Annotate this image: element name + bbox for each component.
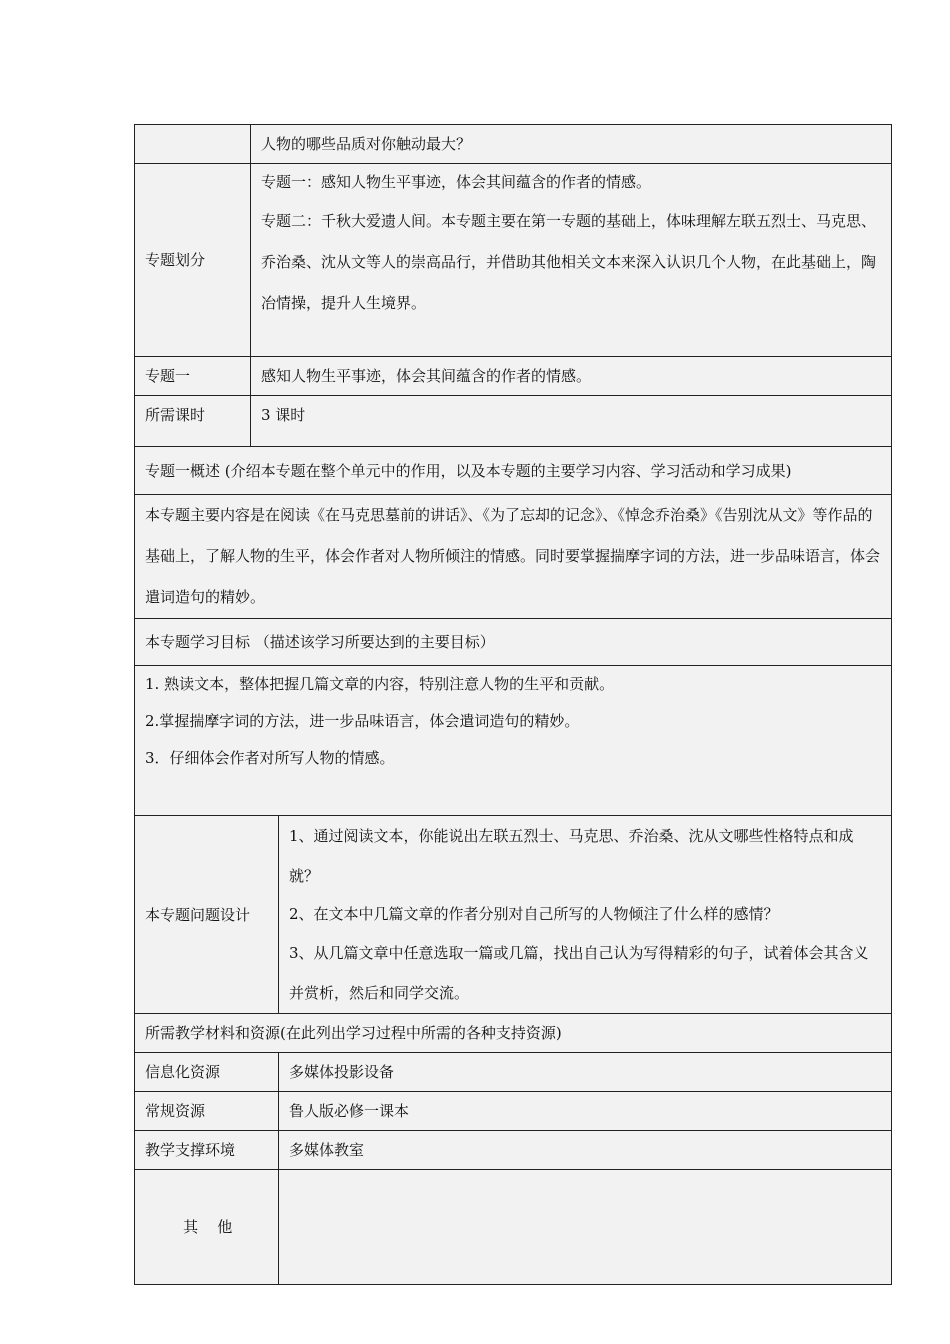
question-item: 2、在文本中几篇文章的作者分别对自己所写的人物倾注了什么样的感情？ [289,905,779,923]
hours-content-cell [251,396,892,447]
division-topic-2: 专题二：千秋大爱遗人间。本专题主要在第一专题的基础上，体味理解左联五烈士、马克思、乔治桑、沈从文等人的崇高品行，并借助其他相关文本来深入认识几个人物，在此基础上，陶冶情操，提升人生境界。 [261,212,877,312]
resources-header-cell [135,1014,892,1053]
resource-value-cell [279,1131,892,1170]
goal-item: 3．仔细体会作者对所写人物的情感。 [145,749,395,767]
goal-item: 2.掌握揣摩字词的方法，进一步品味语言，体会遣词造句的精妙。 [145,712,580,730]
topic1-label: 专题一 [145,367,191,385]
resource-value: 鲁人版必修一课本 [289,1102,410,1120]
overview-body-cell [135,495,892,619]
questions-label: 本专题问题设计 [145,905,251,924]
topic1-content-cell [251,357,892,396]
division-topic-1: 专题一：感知人物生平事迹，体会其间蕴含的作者的情感。 [261,173,652,191]
topic1-label-cell [135,357,251,396]
resource-value-cell [279,1170,892,1285]
resource-label: 常规资源 [145,1102,206,1120]
resource-label-cell [135,1131,279,1170]
table-row [135,1170,892,1285]
hours-text: 3 课时 [261,406,306,424]
resource-value-cell [279,1092,892,1131]
goal-item: 1. 熟读文本，整体把握几篇文章的内容，特别注意人物的生平和贡献。 [145,675,615,693]
table-row [135,666,892,816]
table-row [135,816,892,1014]
question-item: 3、从几篇文章中任意选取一篇或几篇，找出自己认为写得精彩的句子，试着体会其含义并赏析，然后和同学交流。 [289,944,869,1002]
hours-label-cell [135,396,251,447]
empty-cell [135,125,251,164]
overview-header: 专题一概述 (介绍本专题在整个单元中的作用，以及本专题的主要学习内容、学习活动和学习成果) [145,461,792,480]
division-label: 专题划分 [145,251,206,269]
lesson-plan-table [134,124,891,1285]
goals-body-cell [135,666,892,816]
overview-body: 本专题主要内容是在阅读《在马克思墓前的讲话》、《为了忘却的记念》、《悼念乔治桑》《告别沈从文》等作品的基础上，了解人物的生平，体会作者对人物所倾注的情感。同时要掌握揣摩字词的方法，进一步品味语言，体会遣词造句的精妙。 [145,506,881,606]
resource-label: 其 他 [183,1218,233,1236]
resource-label-cell [135,1053,279,1092]
table-row [135,1053,892,1092]
goals-header: 本专题学习目标 （描述该学习所要达到的主要目标） [145,633,495,651]
resource-label-cell [135,1170,279,1285]
resource-value-cell [279,1053,892,1092]
questions-label-cell [135,816,279,1014]
resources-header: 所需教学材料和资源(在此列出学习过程中所需的各种支持资源) [145,1024,562,1042]
question-item: 1、通过阅读文本，你能说出左联五烈士、马克思、乔治桑、沈从文哪些性格特点和成就？ [289,827,854,885]
goals-header-cell [135,619,892,666]
table-row [135,1092,892,1131]
question-cell [251,125,892,164]
resource-value: 多媒体投影设备 [289,1063,395,1081]
table-row [135,357,892,396]
resource-label-cell [135,1092,279,1131]
questions-content-cell [279,816,892,1014]
table-row [135,447,892,495]
table-row [135,125,892,164]
table-row [135,495,892,619]
resource-label: 信息化资源 [145,1063,221,1081]
division-label-cell [135,164,251,357]
table-row [135,1131,892,1170]
question-text: 人物的哪些品质对你触动最大？ [261,135,472,153]
resource-value: 多媒体教室 [289,1141,365,1159]
topic1-text: 感知人物生平事迹，体会其间蕴含的作者的情感。 [261,367,592,385]
division-content-cell [251,164,892,357]
table-row [135,164,892,357]
resource-label: 教学支撑环境 [145,1141,236,1159]
overview-header-cell [135,447,892,495]
table-row [135,1014,892,1053]
hours-label: 所需课时 [145,406,206,424]
table-row [135,396,892,447]
table-row [135,619,892,666]
